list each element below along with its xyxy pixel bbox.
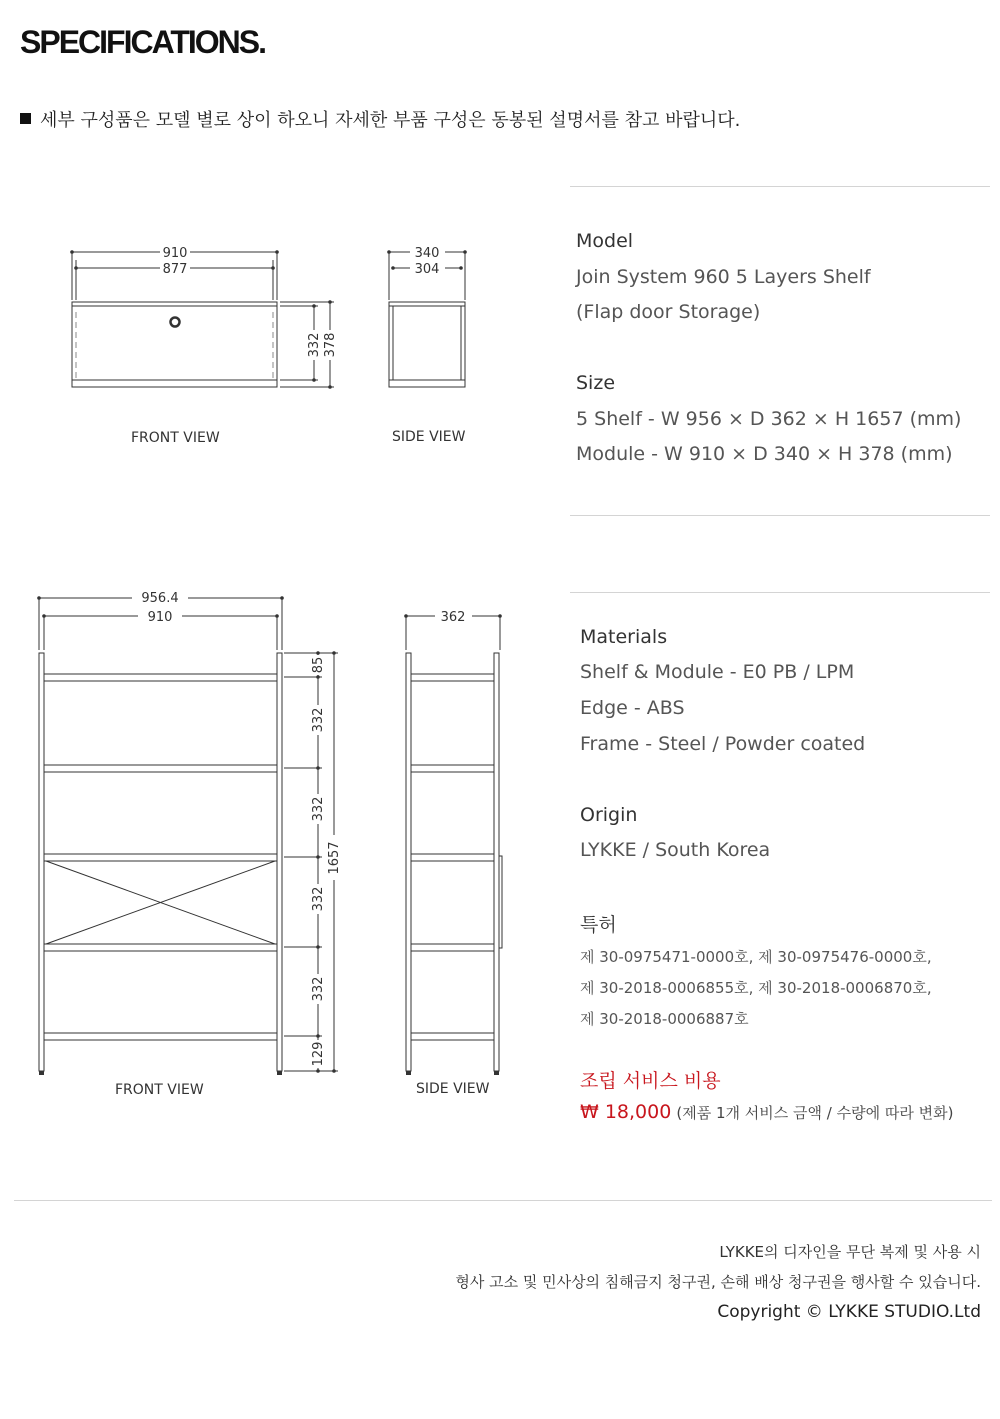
shelf-drawing [0,580,560,1080]
materials-heading: Materials [580,626,668,648]
copyright-text: Copyright © LYKKE STUDIO.Ltd [717,1302,981,1322]
segment-label: 332 [311,976,326,1002]
footer-line: LYKKE의 디자인을 무단 복제 및 사용 시 [719,1243,981,1261]
total-height-label: 1657 [327,841,342,875]
module-width-inner: 877 [162,262,188,277]
segment-label: 129 [311,1041,326,1067]
size-line: Module - W 910 × D 340 × H 378 (mm) [576,443,953,465]
size-line: 5 Shelf - W 956 × D 362 × H 1657 (mm) [576,408,962,430]
segment-label: 332 [311,886,326,912]
module-side-view-label: SIDE VIEW [392,429,466,445]
model-line: Join System 960 5 Layers Shelf [576,266,871,288]
model-heading: Model [576,230,634,252]
module-height-outer: 378 [323,332,338,358]
size-heading: Size [576,372,616,394]
service-note: (제품 1개 서비스 금액 / 수량에 따라 변화) [676,1104,954,1122]
square-bullet-icon [20,113,31,124]
divider [570,592,990,593]
materials-line: Edge - ABS [580,697,685,719]
segment-label: 332 [311,796,326,822]
materials-line: Frame - Steel / Powder coated [580,733,866,755]
module-depth-outer: 340 [414,246,440,261]
shelf-side-view-label: SIDE VIEW [416,1081,490,1097]
model-line: (Flap door Storage) [576,301,761,323]
module-drawing [0,230,560,470]
footer-divider [14,1200,992,1201]
notice-text [20,106,740,132]
module-width-outer: 910 [162,246,188,261]
segment-label: 85 [311,656,326,674]
origin-line: LYKKE / South Korea [580,839,771,861]
shelf-width-inner: 910 [147,610,173,625]
patent-line: 제 30-2018-0006887호 [580,1010,749,1028]
shelf-depth: 362 [440,610,466,625]
patent-heading: 특허 [580,914,617,936]
service-price: ₩ 18,000 [580,1101,672,1123]
module-front-view-label: FRONT VIEW [131,430,220,446]
footer-line: 형사 고소 및 민사상의 침해금지 청구권, 손해 배상 청구권을 행사할 수 있습니다. [455,1273,981,1291]
origin-heading: Origin [580,804,638,826]
module-depth-inner: 304 [414,262,440,277]
divider [570,515,990,516]
module-height-inner: 332 [307,332,322,358]
shelf-width-outer: 956.4 [141,591,179,606]
patent-line: 제 30-2018-0006855호, 제 30-2018-0006870호, [580,979,932,997]
patent-line: 제 30-0975471-0000호, 제 30-0975476-0000호, [580,948,932,966]
service-price-row [580,1101,953,1123]
service-heading: 조립 서비스 비용 [580,1070,721,1092]
page-title: SPECIFICATIONS. [20,24,265,60]
segment-label: 332 [311,707,326,733]
notice-label: 세부 구성품은 모델 별로 상이 하오니 자세한 부품 구성은 동봉된 설명서를 참고 바랍니다. [40,110,741,131]
shelf-front-view-label: FRONT VIEW [115,1082,204,1098]
materials-line: Shelf & Module - E0 PB / LPM [580,661,855,683]
divider [570,186,990,187]
